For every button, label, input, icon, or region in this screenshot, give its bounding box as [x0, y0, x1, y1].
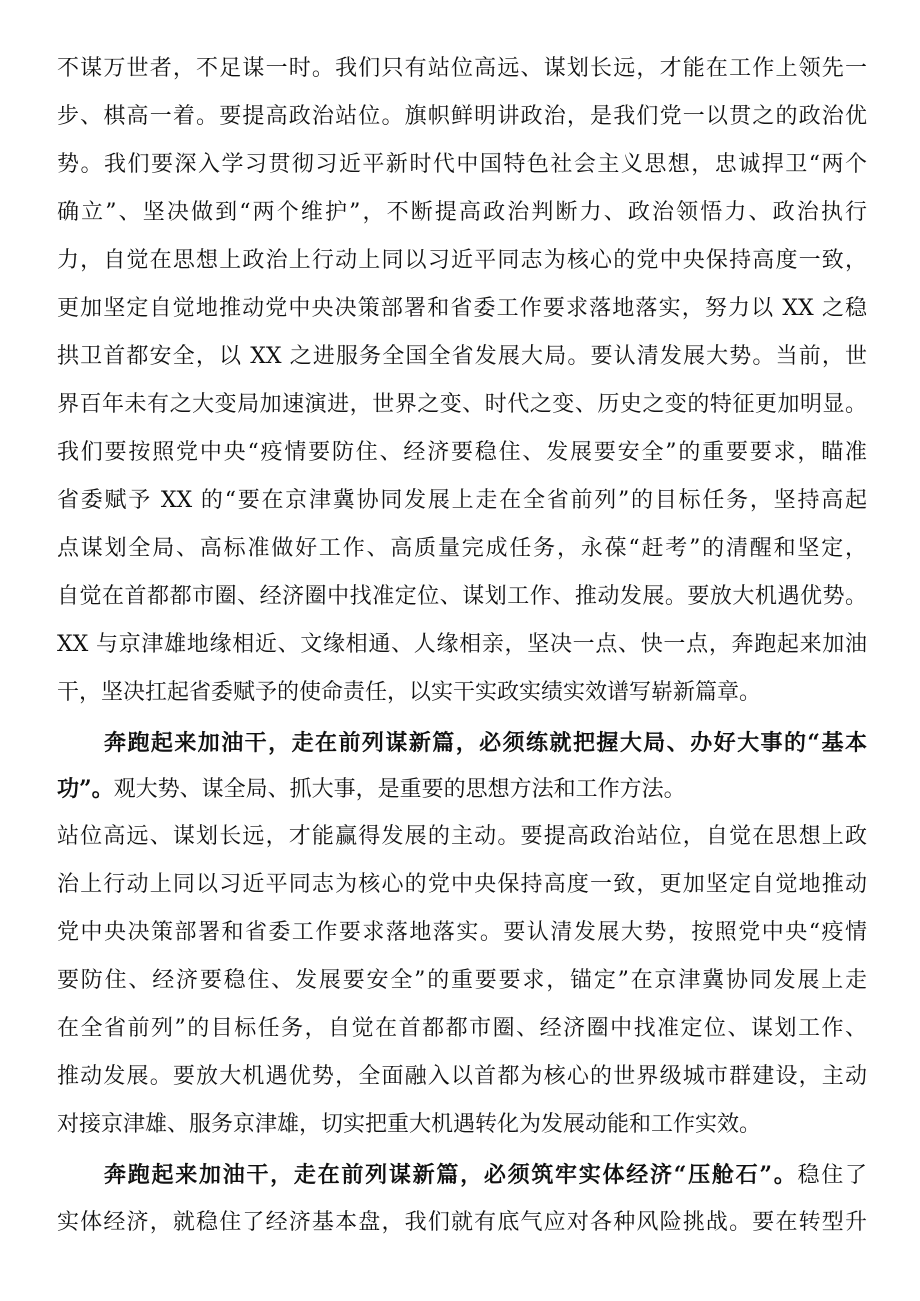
- body-text-line: XX 与京津雄地缘相近、文缘相通、人缘相亲，坚决一点、快一点，奔跑起来加油: [57, 632, 867, 657]
- body-text-line: 拱卫首都安全，以 XX 之进服务全国全省发展大局。要认清发展大势。当前，世: [57, 344, 867, 369]
- body-text-line: 在全省前列”的目标任务，自觉在首都都市圈、经济圈中找准定位、谋划工作、: [57, 1016, 867, 1041]
- body-text-line: 我们要按照党中央“疫情要防住、经济要稳住、发展要安全”的重要要求，瞄准: [57, 440, 867, 465]
- body-text: 观大势、谋全局、抓大事，是重要的思想方法和工作方法。: [113, 777, 686, 802]
- section-heading-line: [104, 1151, 867, 1199]
- body-text: 稳住了: [797, 1163, 867, 1188]
- body-text-line: 界百年未有之大变局加速演进，世界之变、时代之变、历史之变的特征更加明显。: [57, 392, 867, 417]
- body-text-line: 力，自觉在思想上政治上行动上同以习近平同志为核心的党中央保持高度一致，: [57, 248, 867, 273]
- body-text-line: 确立”、坚决做到“两个维护”，不断提高政治判断力、政治领悟力、政治执行: [57, 200, 867, 225]
- body-text-line: 推动发展。要放大机遇优势，全面融入以首都为核心的世界级城市群建设，主动: [57, 1064, 867, 1089]
- body-text-line: 党中央决策部署和省委工作要求落地落实。要认清发展大势，按照党中央“疫情: [57, 920, 867, 945]
- body-text-line: 干，坚决扛起省委赋予的使命责任，以实干实政实绩实效谱写崭新篇章。: [57, 680, 762, 705]
- body-text-line: 点谋划全局、高标准做好工作、高质量完成任务，永葆“赶考”的清醒和坚定，: [57, 536, 867, 561]
- body-text-line: 实体经济，就稳住了经济基本盘，我们就有底气应对各种风险挑战。要在转型升: [57, 1210, 867, 1235]
- body-text-line: 站位高远、谋划长远，才能赢得发展的主动。要提高政治站位，自觉在思想上政: [57, 824, 867, 849]
- body-text-line: 省委赋予 XX 的“要在京津冀协同发展上走在全省前列”的目标任务，坚持高起: [57, 488, 867, 513]
- body-text-line: 治上行动上同以习近平同志为核心的党中央保持高度一致，更加坚定自觉地推动: [57, 872, 867, 897]
- body-text-line: 步、棋高一着。要提高政治站位。旗帜鲜明讲政治，是我们党一以贯之的政治优: [57, 104, 867, 129]
- body-text-line: 不谋万世者，不足谋一时。我们只有站位高远、谋划长远，才能在工作上领先一: [57, 56, 867, 81]
- section-heading-text: 功”。: [57, 776, 114, 802]
- body-text-line: 自觉在首都都市圈、经济圈中找准定位、谋划工作、推动发展。要放大机遇优势。: [57, 584, 867, 609]
- body-text-line: 要防住、经济要稳住、发展要安全”的重要要求，锚定”在京津冀协同发展上走: [57, 968, 867, 993]
- body-text-line: 对接京津雄、服务京津雄，切实把重大机遇转化为发展动能和工作实效。: [57, 1112, 762, 1137]
- body-text-line: 更加坚定自觉地推动党中央决策部署和省委工作要求落地落实，努力以 XX 之稳: [57, 296, 867, 321]
- section-heading-text: 奔跑起来加油干，走在前列谋新篇，必须筑牢实体经济“压舱石”。: [104, 1162, 798, 1188]
- section-heading-line: 奔跑起来加油干，走在前列谋新篇，必须练就把握大局、办好大事的“基本: [104, 730, 867, 756]
- body-text-line: 势。我们要深入学习贯彻习近平新时代中国特色社会主义思想，忠诚捍卫“两个: [57, 152, 867, 177]
- section-heading-line: [57, 765, 867, 813]
